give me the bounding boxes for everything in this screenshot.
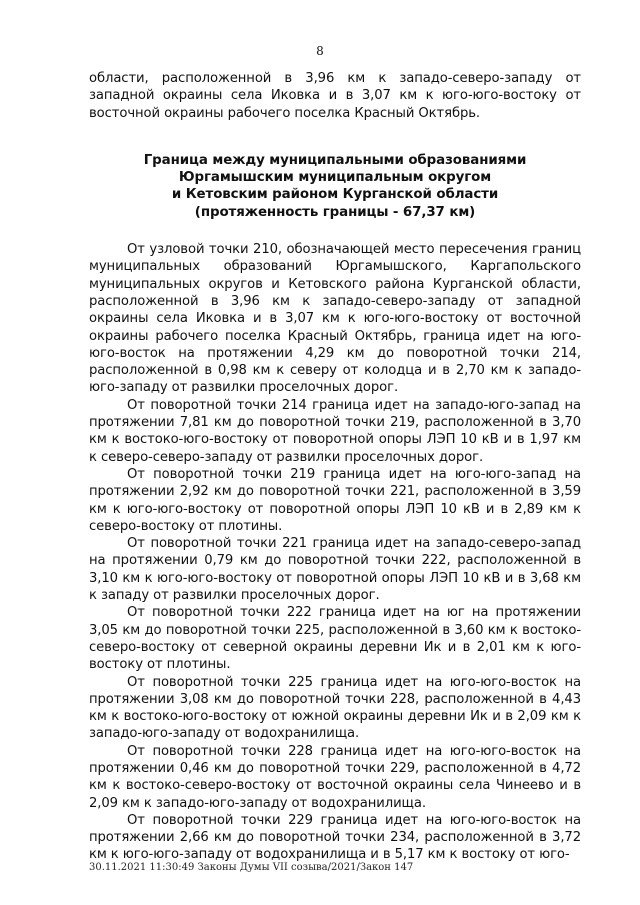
heading-line: Юргамышским муниципальным округом — [178, 170, 492, 186]
paragraph: От поворотной точки 214 граница идет на западо-юго-запад на протяжении 7,81 км до поворотной точки 219, расположенной в 3,70 км к востоко-юго-востоку от поворотной опоры ЛЭП 10 кВ и в 1,97 км к северо-северо-западу от развилки проселочных дорог. — [89, 397, 581, 465]
paragraph: От поворотной точки 229 граница идет на юго-юго-восток на протяжении 2,66 км до поворотной точки 234, расположенной в 3,72 км к юго-юго-западу от водохранилища и в 5,17 км к востоку от юго- — [89, 812, 581, 863]
page-number: 8 — [316, 44, 324, 58]
heading-line: Граница между муниципальными образованиями — [143, 152, 527, 168]
paragraph: От поворотной точки 228 граница идет на юго-юго-восток на протяжении 0,46 км до поворотной точки 229, расположенной в 4,72 км к востоко-северо-востоку от восточной окраины села Чинеево и в 2,09 км к западо-юго-западу от водохранилища. — [89, 743, 581, 811]
section-heading — [89, 152, 581, 221]
paragraph: От поворотной точки 222 граница идет на юг на протяжении 3,05 км до поворотной точки 225, расположенной в 3,60 км к востоко-северо-востоку от северной окраины деревни Ик и в 2,01 км к юго-востоку от плотины. — [89, 605, 581, 673]
paragraph: От поворотной точки 221 граница идет на западо-северо-запад на протяжении 0,79 км до поворотной точки 222, расположенной в 3,10 км к юго-юго-востоку от поворотной опоры ЛЭП 10 кВ и в 3,68 км к западу от развилки проселочных дорог. — [89, 536, 581, 604]
document-body — [89, 70, 581, 864]
paragraph: От поворотной точки 219 граница идет на юго-юго-запад на протяжении 2,92 км до поворотной точки 221, расположенной в 3,59 км к юго-юго-востоку от поворотной опоры ЛЭП 10 кВ и в 2,89 км к северо-востоку от плотины. — [89, 466, 581, 534]
footer-stamp: 30.11.2021 11:30:49 Законы Думы VII созыва/2021/Закон 147 — [89, 862, 414, 873]
paragraph: От поворотной точки 225 граница идет на юго-юго-восток на протяжении 3,08 км до поворотной точки 228, расположенной в 4,43 км к востоко-юго-востоку от южной окраины деревни Ик и в 2,09 км к западо-юго-западу от водохранилища. — [89, 674, 581, 742]
intro-paragraph: области, расположенной в 3,96 км к западо-северо-западу от западной окраины села Иковка и в 3,07 км к юго-юго-востоку от восточной окраины рабочего поселка Красный Октябрь. — [89, 71, 581, 121]
heading-line: (протяженность границы - 67,37 км) — [194, 204, 476, 220]
heading-line: и Кетовским районом Курганской области — [171, 187, 499, 203]
paragraph: От узловой точки 210, обозначающей место пересечения границ муниципальных образований Юргамышского, Каргапольского муниципальных округов и Кетовского района Курганской области, расположенной в 3,96 км к западо-северо-западу от западной окраины села Иковка и в 3,07 км к юго-юго-востоку от восточной окраины рабочего поселка Красный Октябрь, граница идет на юго-юго-восток на протяжении 4,29 км до поворотной точки 214, расположенной в 0,98 км к северу от колодца и в 2,70 км к западо-юго-западу от развилки проселочных дорог. — [89, 242, 581, 396]
